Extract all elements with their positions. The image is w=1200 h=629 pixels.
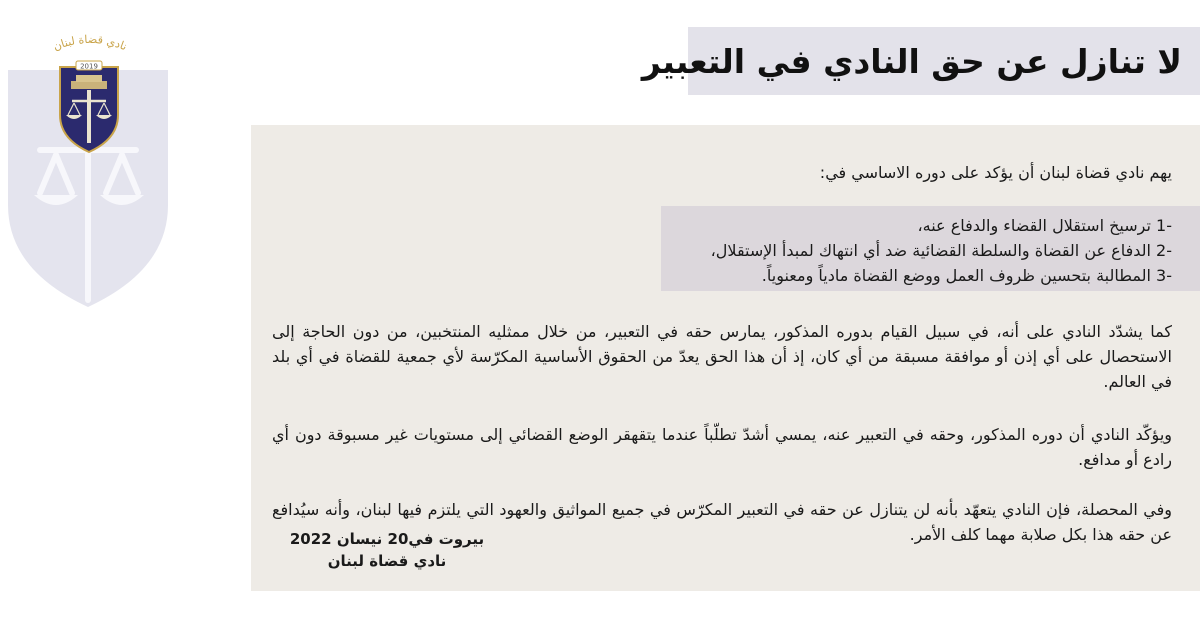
title-banner — [641, 27, 1200, 95]
objectives-list — [661, 206, 1200, 291]
paragraph-judicial-situation: ويؤكّد النادي أن دوره المذكور، وحقه في التعبير عنه، يمسي أشدّ تطلّباً عندما يتقهقر الوضع القضائي إلى مستويات غير مسبوقة دون أي رادع أو مدافع. — [272, 425, 1172, 469]
club-logo-watermark — [0, 15, 180, 315]
list-item: -3 المطالبة بتحسين ظروف العمل ووضع القضاة مادياً ومعنوياً. — [761, 266, 1172, 285]
paragraph-commitment: وفي المحصلة، فإن النادي يتعهّد بأنه لن يتنازل عن حقه في التعبير المكرّس في جميع المواثيق والعهود التي يلتزم فيها لبنان، وأنه سيُدافع عن حقه هذا بكل صلابة مهما كلف الأمر. — [272, 500, 1172, 544]
list-item: -1 ترسيخ استقلال القضاء والدفاع عنه، — [917, 216, 1172, 235]
signatory: نادي قضاة لبنان — [327, 552, 447, 570]
logo-arc-text: نادي قضاة لبنان — [51, 32, 129, 54]
intro-text: يهم نادي قضاة لبنان أن يؤكد على دوره الاساسي في: — [819, 163, 1172, 182]
place-date: بيروت في20 نيسان 2022 — [289, 530, 485, 548]
signature-block — [287, 528, 487, 572]
page-title: لا تنازل عن حق النادي في التعبير — [641, 41, 1182, 81]
logo-year: 2019 — [80, 62, 98, 71]
list-item: -2 الدفاع عن القضاة والسلطة القضائية ضد أي انتهاك لمبدأ الإستقلال، — [710, 241, 1172, 260]
statement-panel — [251, 125, 1200, 591]
paragraph-expression-right: كما يشدّد النادي على أنه، في سبيل القيام بدوره المذكور، يمارس حقه في التعبير، من خلال ممثليه المنتخبين، من دون الحاجة إلى الاستحصال على أي إذن أو موافقة مسبقة من أي كان، إذ أن هذا الحق يعدّ من الحقوق الأساسية المكرّسة لأي جمعية للقضاة في أي بلد في العالم. — [272, 322, 1172, 391]
